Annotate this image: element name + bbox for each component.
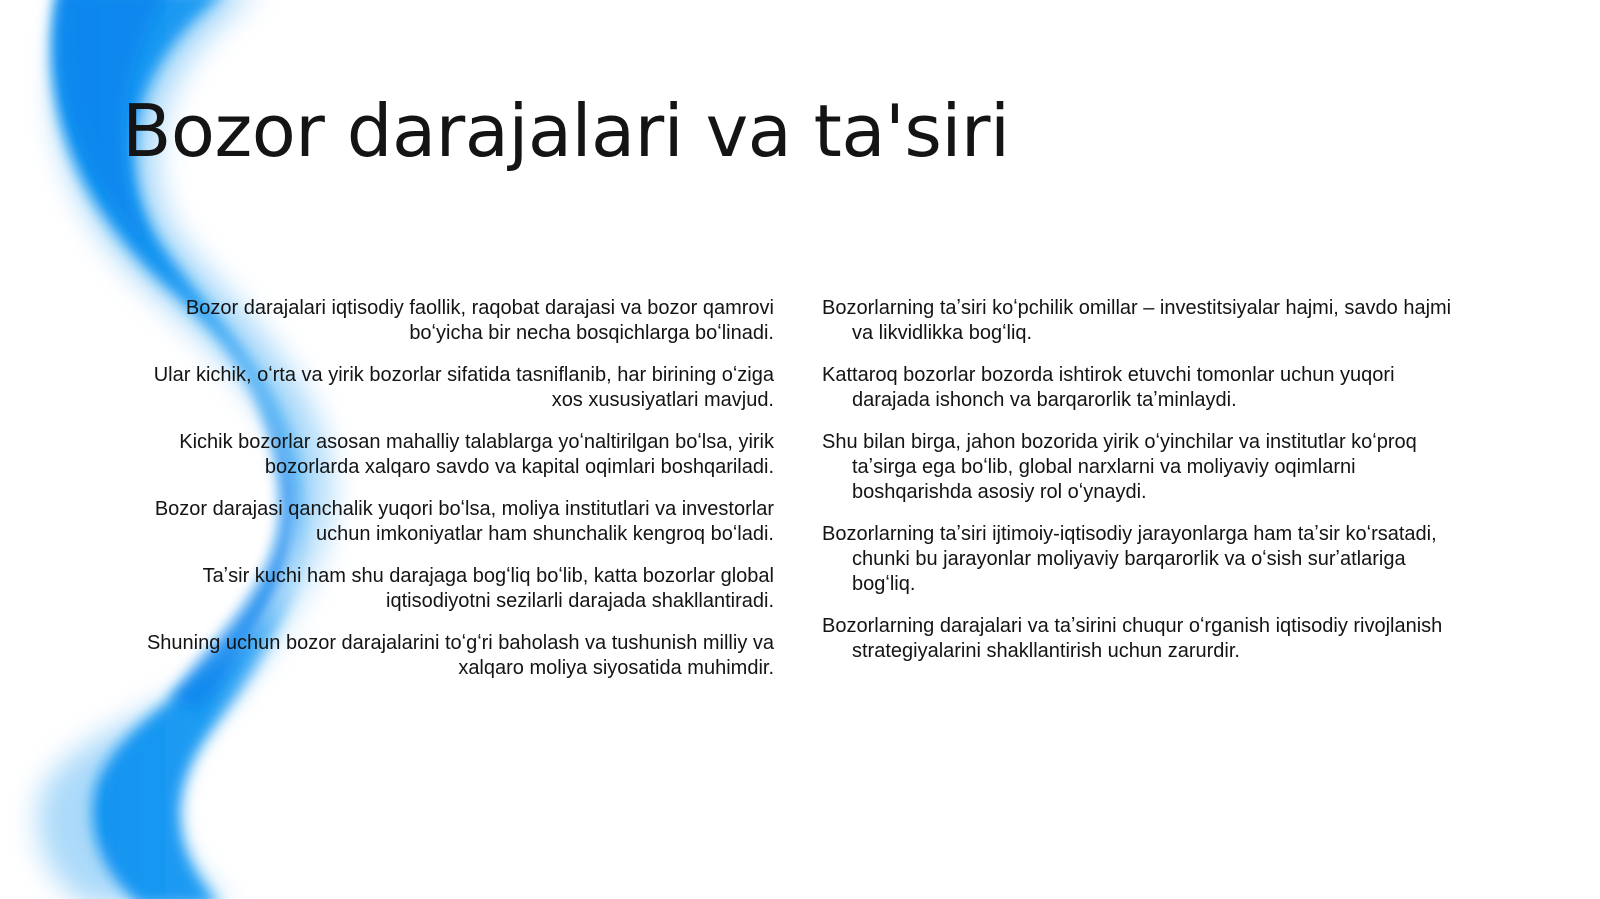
right-paragraph-5: Bozorlarning darajalari va taʼsirini chuqur oʻrganish iqtisodiy rivojlanish strategiyalarini shakllantirish uchun zarurdir.: [822, 615, 1443, 662]
right-paragraph-2: Kattaroq bozorlar bozorda ishtirok etuvchi tomonlar uchun yuqori darajada ishonch va barqarorlik taʼminlaydi.: [822, 364, 1395, 411]
left-paragraph-6: Shuning uchun bozor darajalarini toʻgʻri baholash va tushunish milliy va xalqaro moliya siyosatida muhimdir.: [146, 632, 774, 679]
right-paragraph-3: Shu bilan birga, jahon bozorida yirik oʻyinchilar va institutlar koʻproq taʼsirga ega boʻlib, global narxlarni va moliyaviy oqimlarni boshqarishda asosiy rol oʻynaydi.: [822, 431, 1417, 503]
left-paragraph-3: Kichik bozorlar asosan mahalliy talablarga yoʻnaltirilgan boʻlsa, yirik bozorlarda xalqaro savdo va kapital oqimlari boshqariladi.: [179, 431, 774, 478]
left-paragraph-1: Bozor darajalari iqtisodiy faollik, raqobat darajasi va bozor qamrovi boʻyicha bir necha bosqichlarga boʻlinadi.: [185, 297, 774, 344]
left-paragraph-2: Ular kichik, oʻrta va yirik bozorlar sifatida tasniflanib, har birining oʻziga xos xususiyatlari mavjud.: [153, 364, 774, 411]
left-text-column: [120, 296, 774, 698]
right-text-column: [822, 296, 1472, 681]
left-paragraph-4: Bozor darajasi qanchalik yuqori boʻlsa, moliya institutlari va investorlar uchun imkoniyatlar ham shunchalik kengroq boʻladi.: [154, 498, 774, 545]
slide-title: Bozor darajalari va ta'siri: [122, 89, 1010, 173]
left-paragraph-5: Taʼsir kuchi ham shu darajaga bogʻliq boʻlib, katta bozorlar global iqtisodiyotni sezilarli darajada shakllantiradi.: [202, 565, 774, 612]
right-paragraph-1: Bozorlarning taʼsiri koʻpchilik omillar – investitsiyalar hajmi, savdo hajmi va likvidlikka bogʻliq.: [822, 297, 1452, 344]
right-paragraph-4: Bozorlarning taʼsiri ijtimoiy-iqtisodiy jarayonlarga ham taʼsir koʻrsatadi, chunki bu jarayonlar moliyaviy barqarorlik va oʻsish surʼatlariga bogʻliq.: [822, 523, 1437, 595]
